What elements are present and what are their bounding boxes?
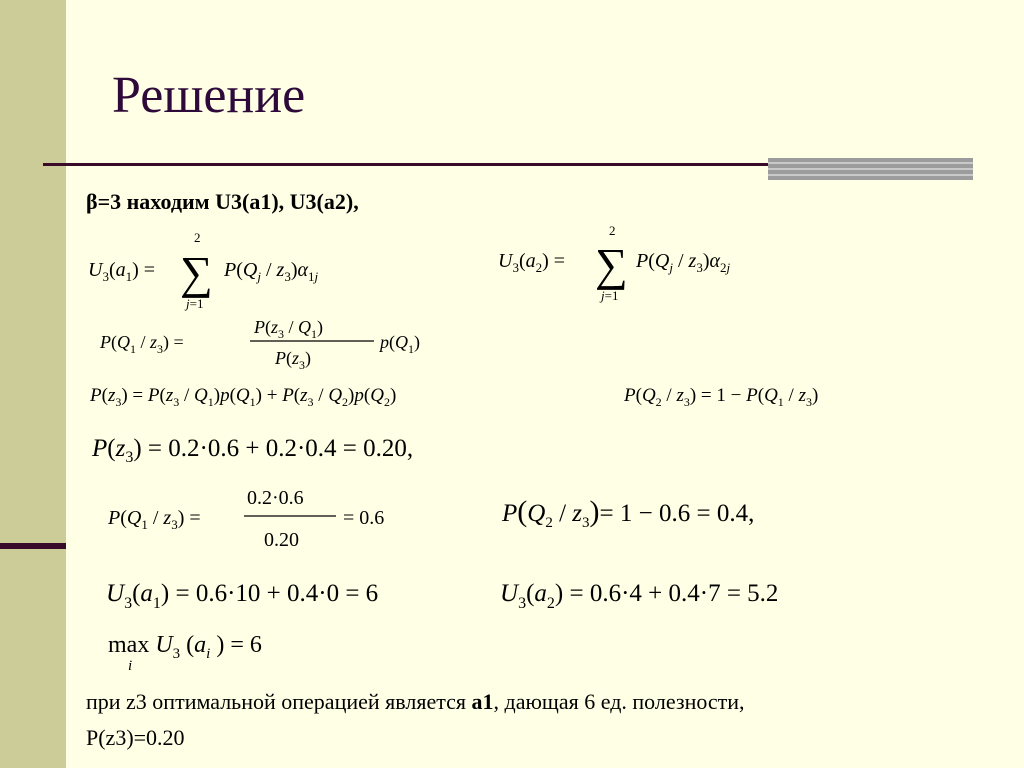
formula-complement	[623, 385, 818, 409]
conclusion-part-2: , дающая 6 ед. полезности,	[493, 689, 745, 714]
svg-text:U3(a1) = 0.6·10 + 0.4·0 = 6: $U_3(a_1) = 0.6\cdot 10 + 0.4\cdot 0 = 6$	[106, 580, 379, 612]
svg-text:2: 2	[609, 223, 616, 238]
svg-text:P(z3) = 0.2·0.6 + 0.2·0.4 = 0.: $P(z_3) = 0.2\cdot 0.6 + 0.2\cdot 0.4 = 0.20$,	[92, 435, 414, 466]
intro-line: β=3 находим U3(a1), U3(a2),	[86, 189, 359, 214]
svg-text:∑: ∑	[180, 247, 213, 298]
svg-text:2: 2	[194, 230, 201, 245]
conclusion-text	[86, 684, 745, 756]
svg-text:U3(a2) =: $U_3(a_2)$ =	[498, 250, 566, 275]
svg-text:U3(a2) = 0.6·4 + 0.4·7 = 5.2: $U_3(a_2) = 0.6\cdot 4 + 0.4\cdot 7 = 5.2$	[500, 580, 779, 612]
svg-text:i: i	[128, 658, 133, 674]
svg-text:U3(a1) =: $U_3(a_1)$ =	[88, 259, 156, 284]
svg-text:P(Q2 / z3)= 1 − 0.6 = 0.4,: $P(Q_2 / z_3)= 1 - 0.6 = 0.4$,	[502, 495, 755, 531]
slide-title: Решение	[112, 67, 306, 124]
svg-text:P(Qj / z3)α1j: $P(Q_j / z_3)\alpha_1j$	[224, 259, 319, 284]
formula-p-q2-value	[501, 495, 754, 531]
formula-p-z3-value	[91, 435, 413, 466]
conclusion-line-1	[86, 684, 745, 720]
svg-text:P(z3): $P(z_3)$	[275, 348, 312, 372]
svg-text:max U3 (ai ) = 6: $\max U_3$ ($a_i$ ) = 6	[108, 632, 262, 662]
formula-total-probability	[89, 385, 396, 409]
svg-text:P(Q1 / z3) =: $P(Q_1 / z_3)$ =	[100, 332, 184, 356]
svg-text:P(z3 / Q1): $P(z_3 / Q_1)$	[254, 317, 324, 341]
conclusion-bold-a1: a1	[471, 689, 494, 714]
svg-text:0.2·0.6: 0.2·0.6	[247, 487, 304, 509]
formula-u3a1-definition	[88, 230, 319, 311]
formula-p-q1-value	[107, 487, 384, 551]
conclusion-line-2: P(z3)=0.20	[86, 725, 185, 750]
formula-bayes	[99, 317, 420, 372]
svg-text:= 0.6: = 0.6	[343, 507, 385, 529]
svg-text:P(Qj / z3)α2j: $P(Q_j / z_3)\alpha_2j$	[636, 250, 731, 275]
svg-text:P(z3) = P(z3 / Q1)p(Q1) + P(z3: $P(z_3) = P(z_3 / Q_1)p(Q_1) + P(z_3 / Q_2)p(Q_2)$	[90, 385, 397, 409]
formula-u3a2-definition	[498, 223, 731, 303]
svg-text:p(Q1): $p(Q_1)$	[380, 332, 420, 356]
conclusion-part-1: при z3 оптимальной операцией является	[86, 689, 472, 714]
svg-text:j=1: j=1	[601, 288, 619, 303]
svg-text:P(Q1 / z3) =: $P(Q_1 / z_3)$ =	[108, 507, 201, 532]
svg-text:0.20: 0.20	[264, 529, 299, 551]
formula-max	[108, 632, 262, 674]
formula-u3a1-value	[106, 580, 378, 612]
svg-text:j=1: j=1	[186, 296, 204, 311]
svg-text:P(Q2 / z3) = 1 − P(Q1 / z3): $P(Q_2 / z_3) = 1 - P(Q_1 / z_3)$	[624, 385, 819, 409]
formula-u3a2-value	[500, 580, 778, 612]
svg-text:∑: ∑	[595, 239, 628, 290]
